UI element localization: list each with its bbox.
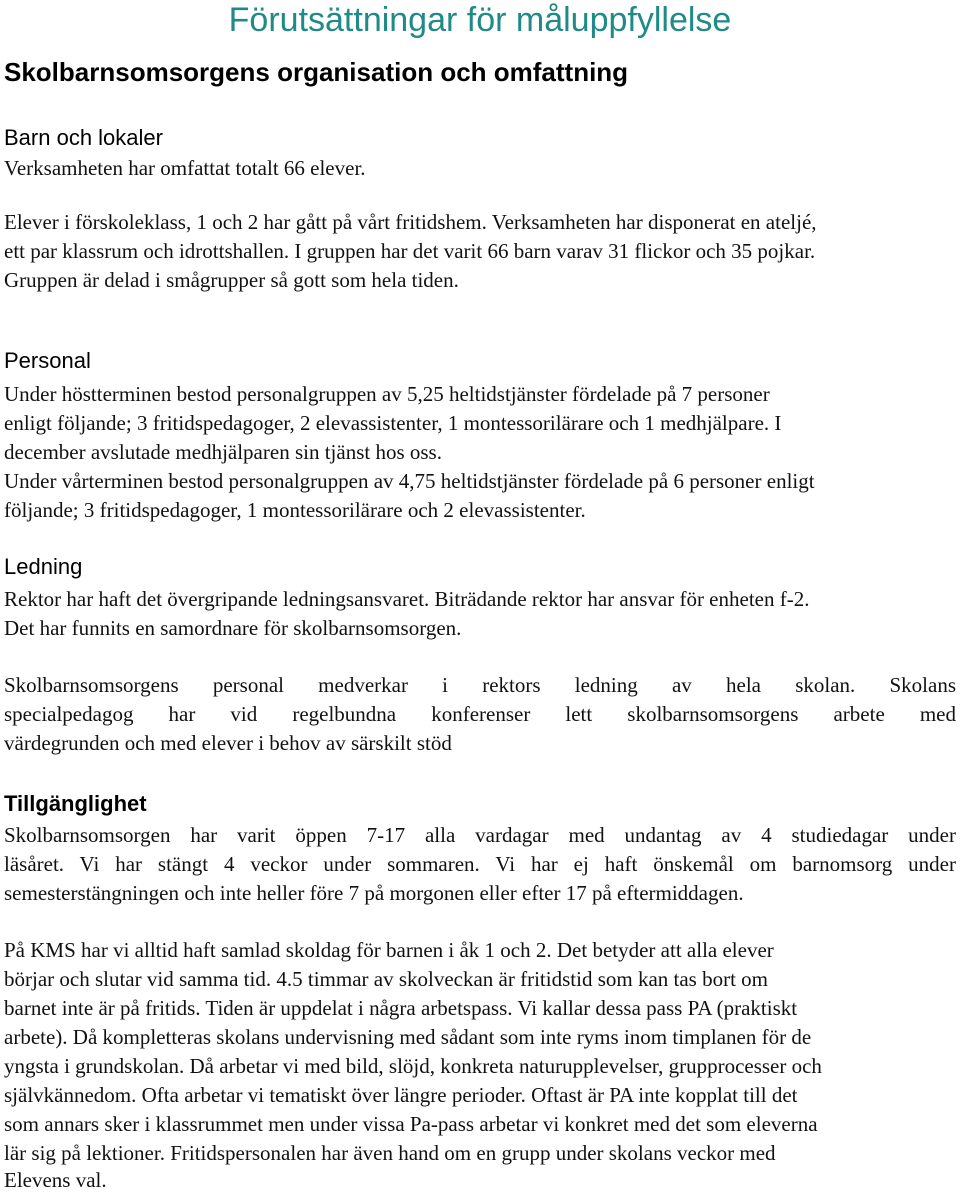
- paragraph-line: lär sig på lektioner. Fritidspersonalen har även hand om en grupp under skolans veckor med: [4, 1141, 776, 1165]
- paragraph-line: Skolbarnsomsorgen har varit öppen 7-17 alla vardagar med undantag av 4 studiedagar under: [4, 823, 956, 847]
- heading-tillganglighet: Tillgänglighet: [4, 791, 147, 816]
- paragraph-line: värdegrunden och med elever i behov av särskilt stöd: [4, 731, 452, 755]
- paragraph-line: yngsta i grundskolan. Då arbetar vi med bild, slöjd, konkreta naturupplevelser, grupprocesser och: [4, 1054, 822, 1078]
- paragraph-line: Under vårterminen bestod personalgruppen av 4,75 heltidstjänster fördelade på 6 personer enligt: [4, 469, 815, 493]
- paragraph-line: läsåret. Vi har stängt 4 veckor under sommaren. Vi har ej haft önskemål om barnomsorg under: [4, 852, 956, 876]
- paragraph-line: börjar och slutar vid samma tid. 4.5 timmar av skolveckan är fritidstid som kan tas bort om: [4, 967, 769, 991]
- paragraph-line: Under höstterminen bestod personalgruppen av 5,25 heltidstjänster fördelade på 7 personer: [4, 382, 770, 406]
- paragraph-line: Elevens val.: [4, 1168, 107, 1192]
- paragraph-line: december avslutade medhjälparen sin tjänst hos oss.: [4, 440, 442, 464]
- paragraph-line: Verksamheten har omfattat totalt 66 elever.: [4, 156, 366, 180]
- paragraph-line: Gruppen är delad i smågrupper så gott som hela tiden.: [4, 268, 459, 292]
- paragraph-line: enligt följande; 3 fritidspedagoger, 2 elevassistenter, 1 montessorilärare och 1 medhjälpare. I: [4, 411, 782, 435]
- paragraph-line: som annars sker i klassrummet men under vissa Pa-pass arbetar vi konkret med det som eleverna: [4, 1112, 818, 1136]
- section-title: Skolbarnsomsorgens organisation och omfattning: [4, 57, 629, 87]
- paragraph-line: följande; 3 fritidspedagoger, 1 montessorilärare och 2 elevassistenter.: [4, 498, 586, 522]
- paragraph-line: På KMS har vi alltid haft samlad skoldag för barnen i åk 1 och 2. Det betyder att alla elever: [4, 938, 774, 962]
- page-title: Förutsättningar för måluppfyllelse: [228, 1, 732, 39]
- paragraph-line: ett par klassrum och idrottshallen. I gruppen har det varit 66 barn varav 31 flickor och 35 pojkar.: [4, 239, 816, 263]
- heading-personal: Personal: [4, 348, 91, 373]
- heading-barn-och-lokaler: Barn och lokaler: [4, 125, 163, 150]
- paragraph-line: Skolbarnsomsorgens personal medverkar i rektors ledning av hela skolan. Skolans: [4, 673, 956, 697]
- paragraph-line: semesterstängningen och inte heller före 7 på morgonen eller efter 17 på eftermiddagen.: [4, 881, 744, 905]
- paragraph-line: självkännedom. Ofta arbetar vi tematiskt över längre perioder. Oftast är PA inte kopplat till det: [4, 1083, 798, 1107]
- paragraph-line: barnet inte är på fritids. Tiden är uppdelat i några arbetspass. Vi kallar dessa pass PA (praktiskt: [4, 996, 798, 1020]
- paragraph-line: Elever i förskoleklass, 1 och 2 har gått på vårt fritidshem. Verksamheten har disponerat en ateljé,: [4, 210, 817, 234]
- paragraph-line: specialpedagog har vid regelbundna konferenser lett skolbarnsomsorgens arbete med: [4, 702, 956, 726]
- paragraph-line: Rektor har haft det övergripande ledningsansvaret. Biträdande rektor har ansvar för enheten f-2.: [4, 587, 810, 611]
- paragraph-line: arbete). Då kompletteras skolans undervisning med sådant som inte ryms inom timplanen för de: [4, 1025, 812, 1049]
- heading-ledning: Ledning: [4, 554, 83, 579]
- paragraph-line: Det har funnits en samordnare för skolbarnsomsorgen.: [4, 616, 462, 640]
